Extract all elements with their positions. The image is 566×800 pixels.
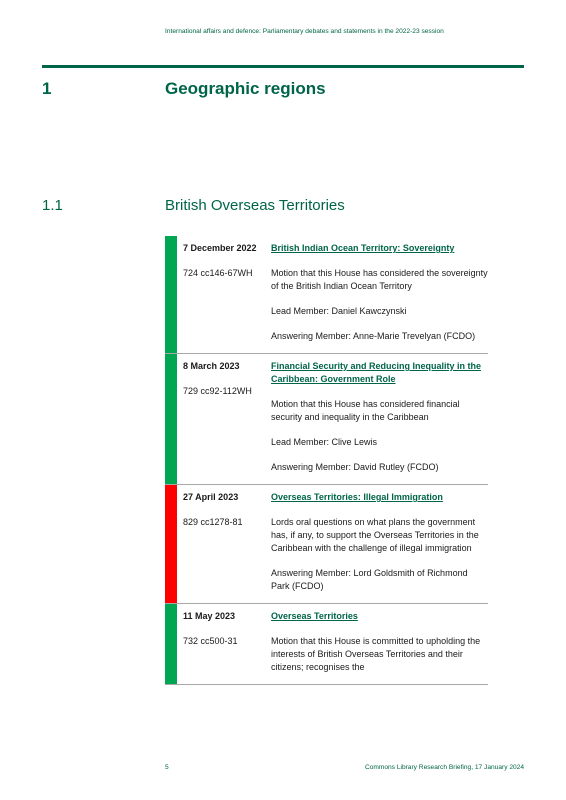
section-number: 1.1: [42, 197, 63, 214]
debate-entry: [165, 236, 488, 354]
header-rule: [42, 65, 524, 68]
debates-table: [165, 236, 488, 685]
debate-motion: Motion that this House has considered financial security and inequality in the Caribbean: [271, 399, 460, 422]
lead-member: Lead Member: Daniel Kawczynski: [271, 306, 407, 316]
house-color-bar: [165, 485, 177, 603]
hansard-reference: 729 cc92-112WH: [183, 386, 252, 396]
section-title: British Overseas Territories: [165, 197, 345, 214]
answering-member: Answering Member: Lord Goldsmith of Richmond Park (FCDO): [271, 568, 468, 591]
debate-date: 8 March 2023: [183, 361, 240, 371]
lead-member: Lead Member: Clive Lewis: [271, 437, 378, 447]
debate-title-link[interactable]: Financial Security and Reducing Inequality in the Caribbean: Government Role: [271, 361, 482, 384]
debate-date: 7 December 2022: [183, 243, 257, 253]
debate-date: 27 April 2023: [183, 492, 239, 502]
debate-title-link[interactable]: Overseas Territories: [271, 611, 358, 621]
house-color-bar: [165, 604, 177, 684]
debate-entry: [165, 604, 488, 685]
house-color-bar: [165, 354, 177, 484]
debate-motion: Motion that this House has considered the sovereignty of the British Indian Ocean Territory: [271, 268, 488, 291]
page-number: 5: [165, 764, 169, 771]
debate-title-link[interactable]: British Indian Ocean Territory: Sovereignty: [271, 243, 455, 253]
debate-title-link[interactable]: Overseas Territories: Illegal Immigration: [271, 492, 443, 502]
running-header: International affairs and defence: Parliamentary debates and statements in the 2022-23 session: [165, 28, 444, 35]
debate-entry: [165, 485, 488, 604]
chapter-title: Geographic regions: [165, 79, 326, 98]
debate-motion: Lords oral questions on what plans the government has, if any, to support the Overseas Territories in the Caribbean with the challenge of illegal immigration: [271, 517, 479, 553]
answering-member: Answering Member: David Rutley (FCDO): [271, 462, 439, 472]
answering-member: Answering Member: Anne-Marie Trevelyan (FCDO): [271, 331, 476, 341]
hansard-reference: 732 cc500-31: [183, 636, 238, 646]
house-color-bar: [165, 236, 177, 353]
hansard-reference: 829 cc1278-81: [183, 517, 243, 527]
debate-entry: [165, 354, 488, 485]
publication-line: Commons Library Research Briefing, 17 January 2024: [364, 764, 524, 771]
chapter-number: 1: [42, 79, 52, 98]
debate-date: 11 May 2023: [183, 611, 236, 621]
hansard-reference: 724 cc146-67WH: [183, 268, 253, 278]
debate-motion: Motion that this House is committed to upholding the interests of British Overseas Territories and their citizens; recognises the: [271, 636, 481, 672]
